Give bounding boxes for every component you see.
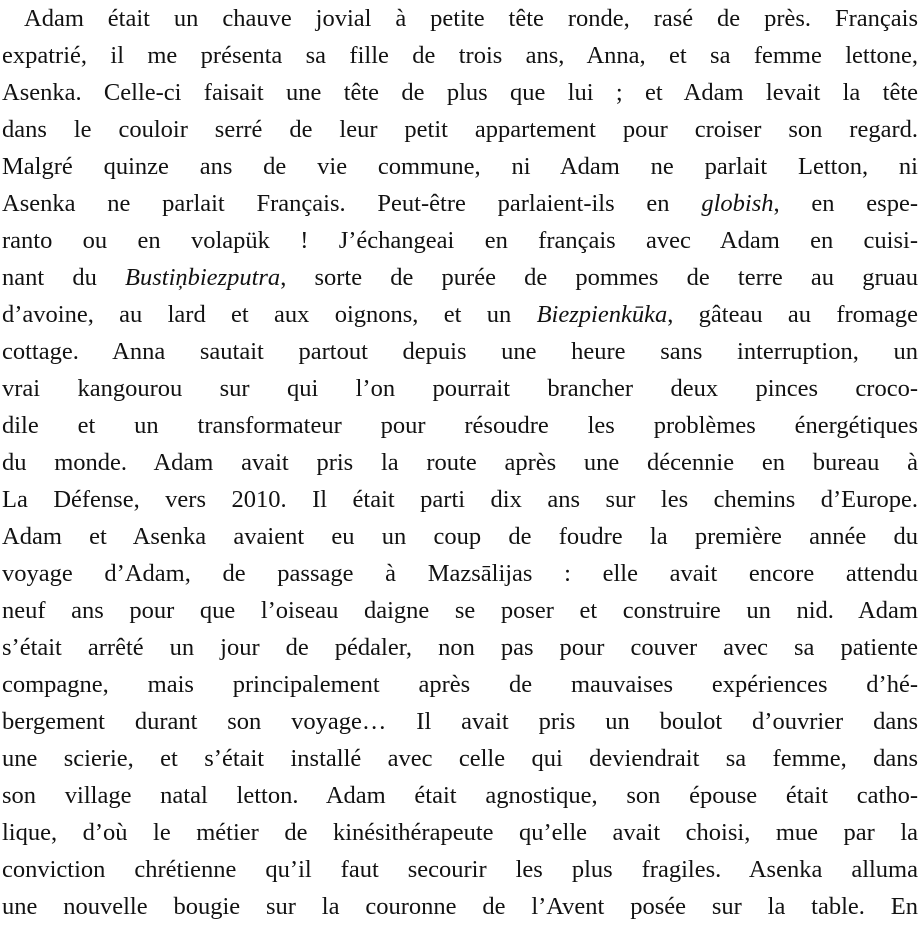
text-line <box>2 185 918 222</box>
text-segment: du monde. Adam avait pris la route après une décennie en bureau à <box>2 449 918 476</box>
text-line <box>2 296 918 333</box>
text-segment: compagne, mais principalement après de mauvaises expériences d’hé- <box>2 671 918 698</box>
text-segment: bergement durant son voyage… Il avait pris un boulot d’ouvrier dans <box>2 708 918 735</box>
text-line <box>2 222 918 259</box>
text-segment: s’était arrêté un jour de pédaler, non pas pour couver avec sa patiente <box>2 634 918 661</box>
text-line <box>2 814 918 851</box>
text-line <box>2 592 918 629</box>
text-segment: son village natal letton. Adam était agnostique, son épouse était catho- <box>2 782 918 809</box>
text-segment: La Défense, vers 2010. Il était parti dix ans sur les chemins d’Europe. <box>2 486 918 513</box>
text-line <box>2 37 918 74</box>
text-line <box>2 148 918 185</box>
italic-term: globish <box>701 190 774 217</box>
text-line <box>2 74 918 111</box>
text-segment: nant du <box>2 264 126 291</box>
text-segment: , sorte de purée de pommes de terre au gruau <box>280 264 918 291</box>
text-segment: Asenka ne parlait Français. Peut-être parlaient-ils en <box>2 190 702 217</box>
text-line <box>2 666 918 703</box>
text-line <box>2 407 918 444</box>
text-line <box>2 740 918 777</box>
text-line <box>2 0 918 37</box>
text-line <box>2 777 918 814</box>
text-block <box>2 0 918 925</box>
text-segment: lique, d’où le métier de kinésithérapeute qu’elle avait choisi, mue par la <box>2 819 918 846</box>
text-line <box>2 259 918 296</box>
italic-term: Biezpienkūka <box>536 301 668 328</box>
text-segment: ranto ou en volapük ! J’échangeai en français avec Adam en cuisi- <box>2 227 918 254</box>
text-line <box>2 518 918 555</box>
text-line <box>2 481 918 518</box>
text-segment: neuf ans pour que l’oiseau daigne se poser et construire un nid. Adam <box>2 597 918 624</box>
text-segment: Asenka. Celle-ci faisait une tête de plus que lui ; et Adam levait la tête <box>2 79 918 106</box>
text-segment: Malgré quinze ans de vie commune, ni Adam ne parlait Letton, ni <box>2 153 918 180</box>
text-segment: dile et un transformateur pour résoudre les problèmes énergétiques <box>2 412 918 439</box>
text-line <box>2 444 918 481</box>
text-line <box>2 851 918 888</box>
text-line <box>2 370 918 407</box>
text-line <box>2 555 918 592</box>
text-segment: conviction chrétienne qu’il faut secourir les plus fragiles. Asenka alluma <box>2 856 918 883</box>
text-segment: d’avoine, au lard et aux oignons, et un <box>2 301 537 328</box>
text-line <box>2 703 918 740</box>
text-segment: vrai kangourou sur qui l’on pourrait brancher deux pinces croco- <box>2 375 918 402</box>
text-segment: voyage d’Adam, de passage à Mazsālijas : elle avait encore attendu <box>2 560 918 587</box>
text-segment: une scierie, et s’était installé avec celle qui deviendrait sa femme, dans <box>2 745 918 772</box>
text-segment: une nouvelle bougie sur la couronne de l’Avent posée sur la table. En <box>2 893 918 920</box>
text-segment: expatrié, il me présenta sa fille de trois ans, Anna, et sa femme lettone, <box>2 42 918 69</box>
text-segment: cottage. Anna sautait partout depuis une heure sans interruption, un <box>2 338 918 365</box>
italic-term: Bustiņbiezputra <box>125 264 281 291</box>
text-segment: , gâteau au fromage <box>667 301 918 328</box>
text-segment: dans le couloir serré de leur petit appartement pour croiser son regard. <box>2 116 918 143</box>
text-line <box>2 629 918 666</box>
text-segment: , en espe- <box>773 190 918 217</box>
text-segment: Adam et Asenka avaient eu un coup de foudre la première année du <box>2 523 918 550</box>
text-segment: Adam était un chauve jovial à petite tête ronde, rasé de près. Français <box>24 5 918 32</box>
text-line <box>2 111 918 148</box>
text-line <box>2 888 918 925</box>
text-line <box>2 333 918 370</box>
